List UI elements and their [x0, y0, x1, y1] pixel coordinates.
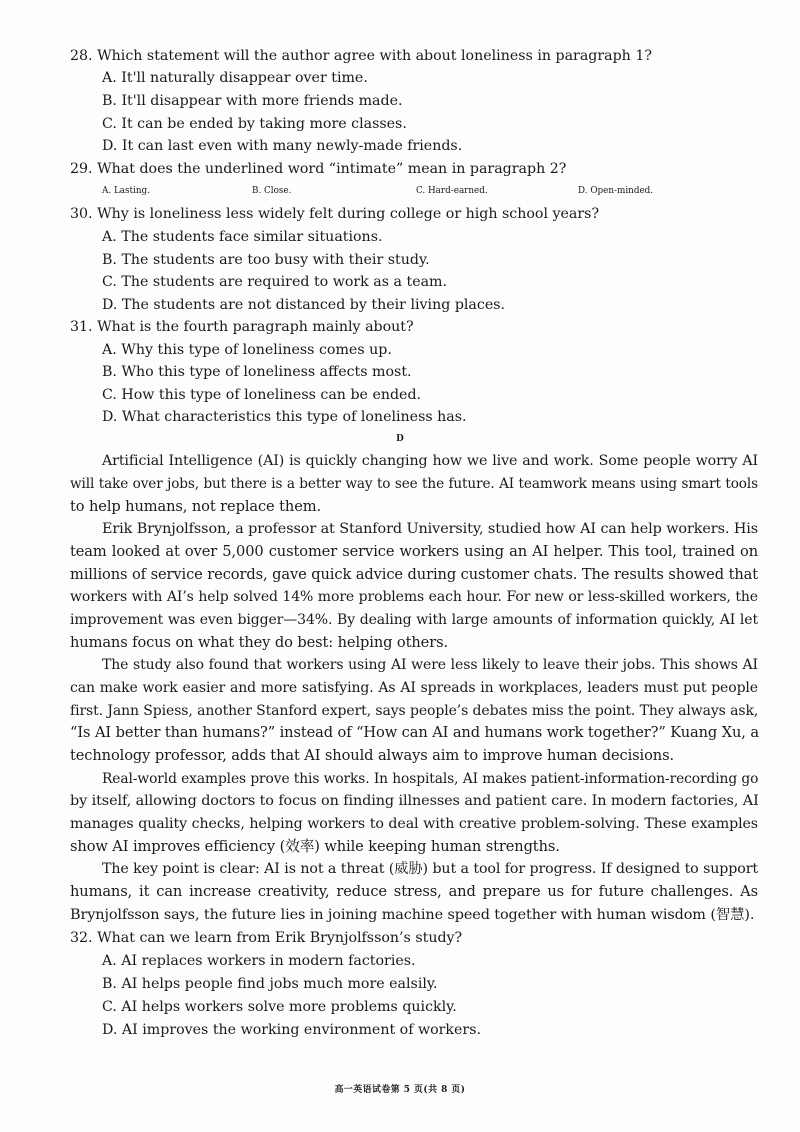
- question-28-option-b: B. It'll disappear with more friends made.: [102, 93, 403, 109]
- passage-p1-line1: Artificial Intelligence (AI) is quickly changing how we live and work. Some people worry AI: [102, 453, 758, 469]
- question-31-option-b: B. Who this type of loneliness affects most.: [102, 364, 412, 380]
- passage-p5-line2: humans, it can increase creativity, reduce stress, and prepare us for future challenges. As: [70, 883, 758, 900]
- passage-p3-line3: first. Jann Spiess, another Stanford expert, says people’s debates miss the point. They always ask,: [70, 703, 759, 719]
- question-28-option-d: D. It can last even with many newly-made friends.: [102, 138, 463, 154]
- question-32-option-c: C. AI helps workers solve more problems quickly.: [102, 999, 457, 1015]
- question-30-option-a: A. The students face similar situations.: [102, 229, 383, 245]
- question-32-option-a: A. AI replaces workers in modern factories.: [102, 953, 416, 969]
- question-30-option-c: C. The students are required to work as a team.: [102, 274, 448, 290]
- passage-p4-line3: manages quality checks, helping workers to deal with creative problem-solving. These examples: [70, 816, 758, 832]
- question-31-option-a: A. Why this type of loneliness comes up.: [102, 342, 392, 358]
- question-29-option-d: D. Open-minded.: [578, 186, 654, 196]
- passage-p5-line3: Brynjolfsson says, the future lies in joining machine speed together with human wisdom (智慧).: [70, 907, 755, 923]
- passage-p1-line3: to help humans, not replace them.: [70, 498, 322, 515]
- question-29-option-a: A. Lasting.: [102, 186, 150, 196]
- passage-p4-line4: show AI improves efficiency (效率) while keeping human strengths.: [70, 838, 560, 855]
- passage-p4-line1: Real-world examples prove this works. In hospitals, AI makes patient-information-recording go: [102, 771, 759, 787]
- passage-p4-line2: by itself, allowing doctors to focus on finding illnesses and patient care. In modern factories, AI: [70, 793, 759, 809]
- question-29-option-c: C. Hard-earned.: [416, 186, 488, 196]
- passage-p5-line1: The key point is clear: AI is not a threat (威胁) but a tool for progress. If designed to support: [102, 861, 758, 877]
- question-31-option-c: C. How this type of loneliness can be ended.: [102, 387, 422, 403]
- question-29-option-b: B. Close.: [252, 186, 292, 196]
- passage-p2-line4: workers with AI’s help solved 14% more problems each hour. For new or less-skilled workers, the: [70, 589, 758, 605]
- passage-p2-line2: team looked at over 5,000 customer service workers using an AI helper. This tool, trained on: [70, 543, 758, 560]
- question-32-stem: 32. What can we learn from Erik Brynjolfsson’s study?: [70, 930, 463, 946]
- page-footer: 高一英语试卷第 5 页(共 8 页): [334, 1085, 466, 1095]
- passage-p2-line1: Erik Brynjolfsson, a professor at Stanford University, studied how AI can help workers. His: [102, 521, 759, 537]
- passage-p2-line6: humans focus on what they do best: helping others.: [70, 634, 448, 651]
- question-32-option-b: B. AI helps people find jobs much more ealsily.: [102, 976, 438, 992]
- passage-p2-line3: millions of service records, gave quick advice during customer chats. The results showed that: [70, 566, 758, 583]
- question-28-option-a: A. It'll naturally disappear over time.: [102, 70, 368, 86]
- question-28-option-c: C. It can be ended by taking more classes.: [102, 116, 407, 132]
- question-31-option-d: D. What characteristics this type of loneliness has.: [102, 409, 467, 425]
- question-30-option-d: D. The students are not distanced by their living places.: [102, 297, 506, 313]
- passage-p1-line2: will take over jobs, but there is a better way to see the future. AI teamwork means using smart tools: [70, 476, 758, 492]
- passage-p3-line2: can make work easier and more satisfying. As AI spreads in workplaces, leaders must put people: [70, 680, 758, 696]
- passage-p3-line1: The study also found that workers using AI were less likely to leave their jobs. This shows AI: [102, 657, 758, 673]
- passage-p3-line4: “Is AI better than humans?” instead of “How can AI and humans work together?” Kuang Xu, a: [70, 724, 759, 741]
- section-heading-d: D: [396, 434, 404, 444]
- question-28-stem: 28. Which statement will the author agree with about loneliness in paragraph 1?: [70, 48, 652, 64]
- question-31-stem: 31. What is the fourth paragraph mainly about?: [70, 319, 414, 335]
- question-29-stem: 29. What does the underlined word “intimate” mean in paragraph 2?: [70, 161, 567, 177]
- question-30-option-b: B. The students are too busy with their study.: [102, 252, 430, 268]
- question-30-stem: 30. Why is loneliness less widely felt during college or high school years?: [70, 206, 600, 222]
- passage-p3-line5: technology professor, adds that AI should always aim to improve human decisions.: [70, 747, 675, 764]
- passage-p2-line5: improvement was even bigger—34%. By dealing with large amounts of information quickly, AI let: [70, 612, 758, 628]
- question-32-option-d: D. AI improves the working environment of workers.: [102, 1022, 482, 1038]
